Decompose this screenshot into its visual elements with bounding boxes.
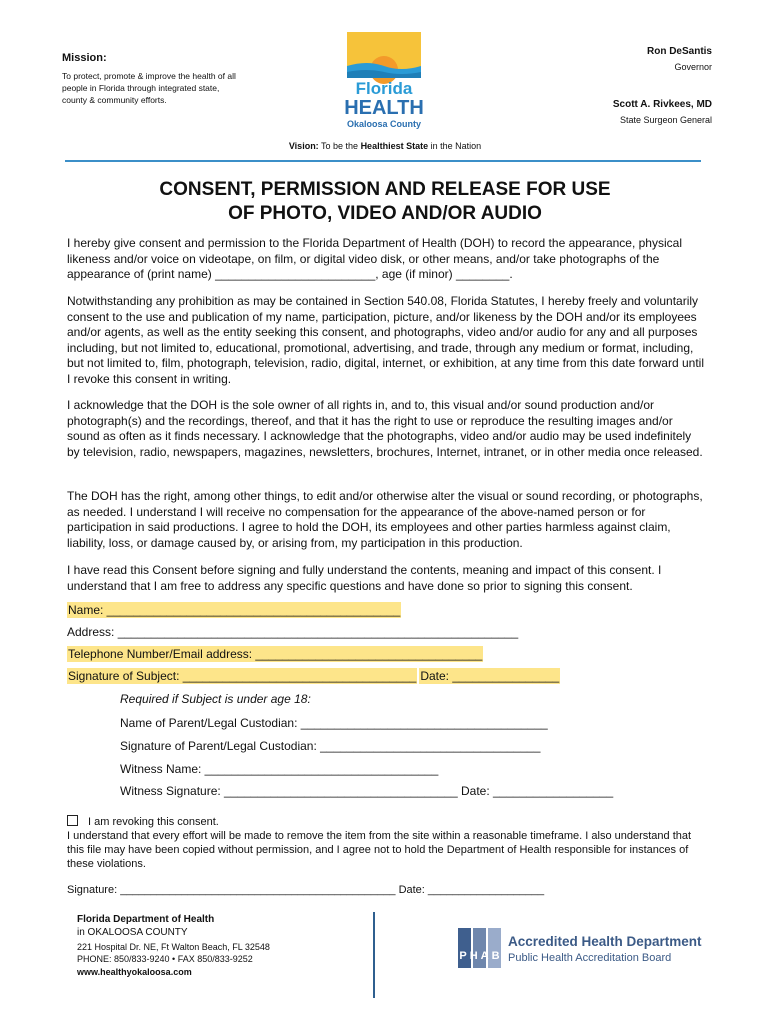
footer-divider xyxy=(373,912,375,998)
witness-signature-label: Witness Signature: ___________________________________ xyxy=(120,784,458,798)
mission-text: To protect, promote & improve the health of all people in Florida through integrated state, county & community efforts. xyxy=(62,71,236,105)
subject-date-field[interactable]: Date: ________________ xyxy=(420,669,560,683)
phone-email-field[interactable] xyxy=(67,647,483,662)
vision-post: in the Nation xyxy=(428,141,482,151)
final-date-field[interactable]: Date: ___________________ xyxy=(398,884,545,896)
parent-signature-field[interactable]: Signature of Parent/Legal Custodian: _________________________________ xyxy=(120,739,541,753)
revoke-checkbox-row[interactable] xyxy=(67,815,219,829)
vision-pre: To be the xyxy=(321,141,361,151)
footer-phone: PHONE: 850/833-9240 • FAX 850/833-9252 xyxy=(77,954,253,964)
revoke-text: I understand that every effort will be made to remove the item from the site within a reasonable timeframe. I also understand that this file may have been copied without permission, and I agree not to hold the Department of Health responsible for instances of these violations. xyxy=(67,830,692,870)
paragraph-ownership: I acknowledge that the DOH is the sole owner of all rights in, and to, this visual and/or sound production and/or photograph(s) and the recordings, thereof, and that it has the right to use or reproduce the resulting images and/or sound as often as it finds necessary. I acknowledge that the photographs, video and/or audio may be used indefinitely by television, radio, newspapers, magazines, newsletters, brochures, Internet, intranet, or in other media once released. xyxy=(67,398,703,459)
phone-email-label: Telephone Number/Email address: __________________________________ xyxy=(68,647,483,661)
witness-signature-field[interactable] xyxy=(120,784,613,799)
footer-county: in OKALOOSA COUNTY xyxy=(77,927,188,938)
governor-title: Governor xyxy=(674,62,712,72)
surgeon-general-name: Scott A. Rivkees, MD xyxy=(612,99,712,110)
subject-signature-label: Signature of Subject: ___________________________________ xyxy=(68,669,417,683)
footer-website[interactable]: www.healthyokaloosa.com xyxy=(77,967,192,977)
phab-bar-3 xyxy=(488,928,501,968)
paragraph-acknowledge: I have read this Consent before signing and fully understand the contents, meaning and impact of this consent. I understand that I am free to address any specific questions and have done so prior to signing this consent. xyxy=(67,563,662,593)
phab-subtitle: Public Health Accreditation Board xyxy=(508,952,672,964)
phab-accreditation-logo xyxy=(458,924,703,970)
logo-florida: Florida xyxy=(355,79,413,98)
witness-date-field[interactable]: Date: __________________ xyxy=(460,784,614,798)
logo-health: HEALTH xyxy=(344,97,424,119)
phab-box-text: PHAB xyxy=(459,950,503,962)
revoke-checkbox[interactable] xyxy=(67,815,78,826)
final-signature-label: Signature: _____________________________________________ xyxy=(67,884,396,896)
footer-address: 221 Hospital Dr. NE, Ft Walton Beach, FL 32548 xyxy=(77,942,270,952)
florida-health-logo xyxy=(337,30,431,130)
logo-county: Okaloosa County xyxy=(346,119,422,129)
paragraph-editing: The DOH has the right, among other things, to edit and/or otherwise alter the visual or sound recording, or photographs, as needed. I understand I will receive no compensation for the appearance of the above-named person or for participation in said productions. I agree to hold the DOH, its employees and other parties harmless against claim, liability, loss, or damage caused by, or arising from, my participation in this production. xyxy=(67,489,703,550)
witness-name-field[interactable]: Witness Name: ___________________________________ xyxy=(120,762,439,776)
phab-bar-2 xyxy=(473,928,486,968)
phab-bar-1 xyxy=(458,928,471,968)
footer-org: Florida Department of Health xyxy=(77,914,215,925)
mission-title: Mission: xyxy=(62,52,107,64)
parent-name-field[interactable]: Name of Parent/Legal Custodian: _____________________________________ xyxy=(120,716,548,730)
vision-label: Vision: xyxy=(288,141,319,151)
paragraph-statutes: Notwithstanding any prohibition as may be contained in Section 540.08, Florida Statutes, I hereby freely and voluntarily consent to the use and publication of my name, participation, picture, and/or likeness by the DOH and/or its employees and/or agents, as well as the entity seeking this consent, and photographs, video and/or audio for any and all purposes including, but not limited to, educational, promotional, advertising, and trade, through any medium or format, including, but not limited to, film, photograph, television, radio, digital, internet, or exhibition, at any time from this date forward until I revoke this consent in writing. xyxy=(67,294,704,386)
vision-bold: Healthiest State xyxy=(360,141,429,151)
name-label: Name: ____________________________________________ xyxy=(68,603,401,617)
minor-heading: Required if Subject is under age 18: xyxy=(120,692,311,706)
address-field[interactable]: Address: ____________________________________________________________ xyxy=(67,625,519,639)
title-line-1: CONSENT, PERMISSION AND RELEASE FOR USE xyxy=(159,179,611,200)
header-divider xyxy=(65,160,701,162)
final-signature-field[interactable] xyxy=(67,883,544,897)
document-title xyxy=(0,178,770,226)
title-line-2: OF PHOTO, VIDEO AND/OR AUDIO xyxy=(228,203,542,224)
revoke-label: I am revoking this consent. xyxy=(88,816,219,828)
surgeon-general-title: State Surgeon General xyxy=(619,115,712,125)
name-field[interactable] xyxy=(67,603,401,618)
paragraph-consent: I hereby give consent and permission to the Florida Department of Health (DOH) to record the appearance, physical likeness and/or voice on videotape, on film, or digital video disk, or other means, and/or take photographs of the appearance of (print name) ________________________, age (if minor) ________. xyxy=(67,236,682,281)
phab-title: Accredited Health Department xyxy=(508,934,702,949)
governor-name: Ron DeSantis xyxy=(646,46,712,57)
vision-statement xyxy=(0,141,770,151)
subject-signature-field[interactable] xyxy=(67,669,560,684)
